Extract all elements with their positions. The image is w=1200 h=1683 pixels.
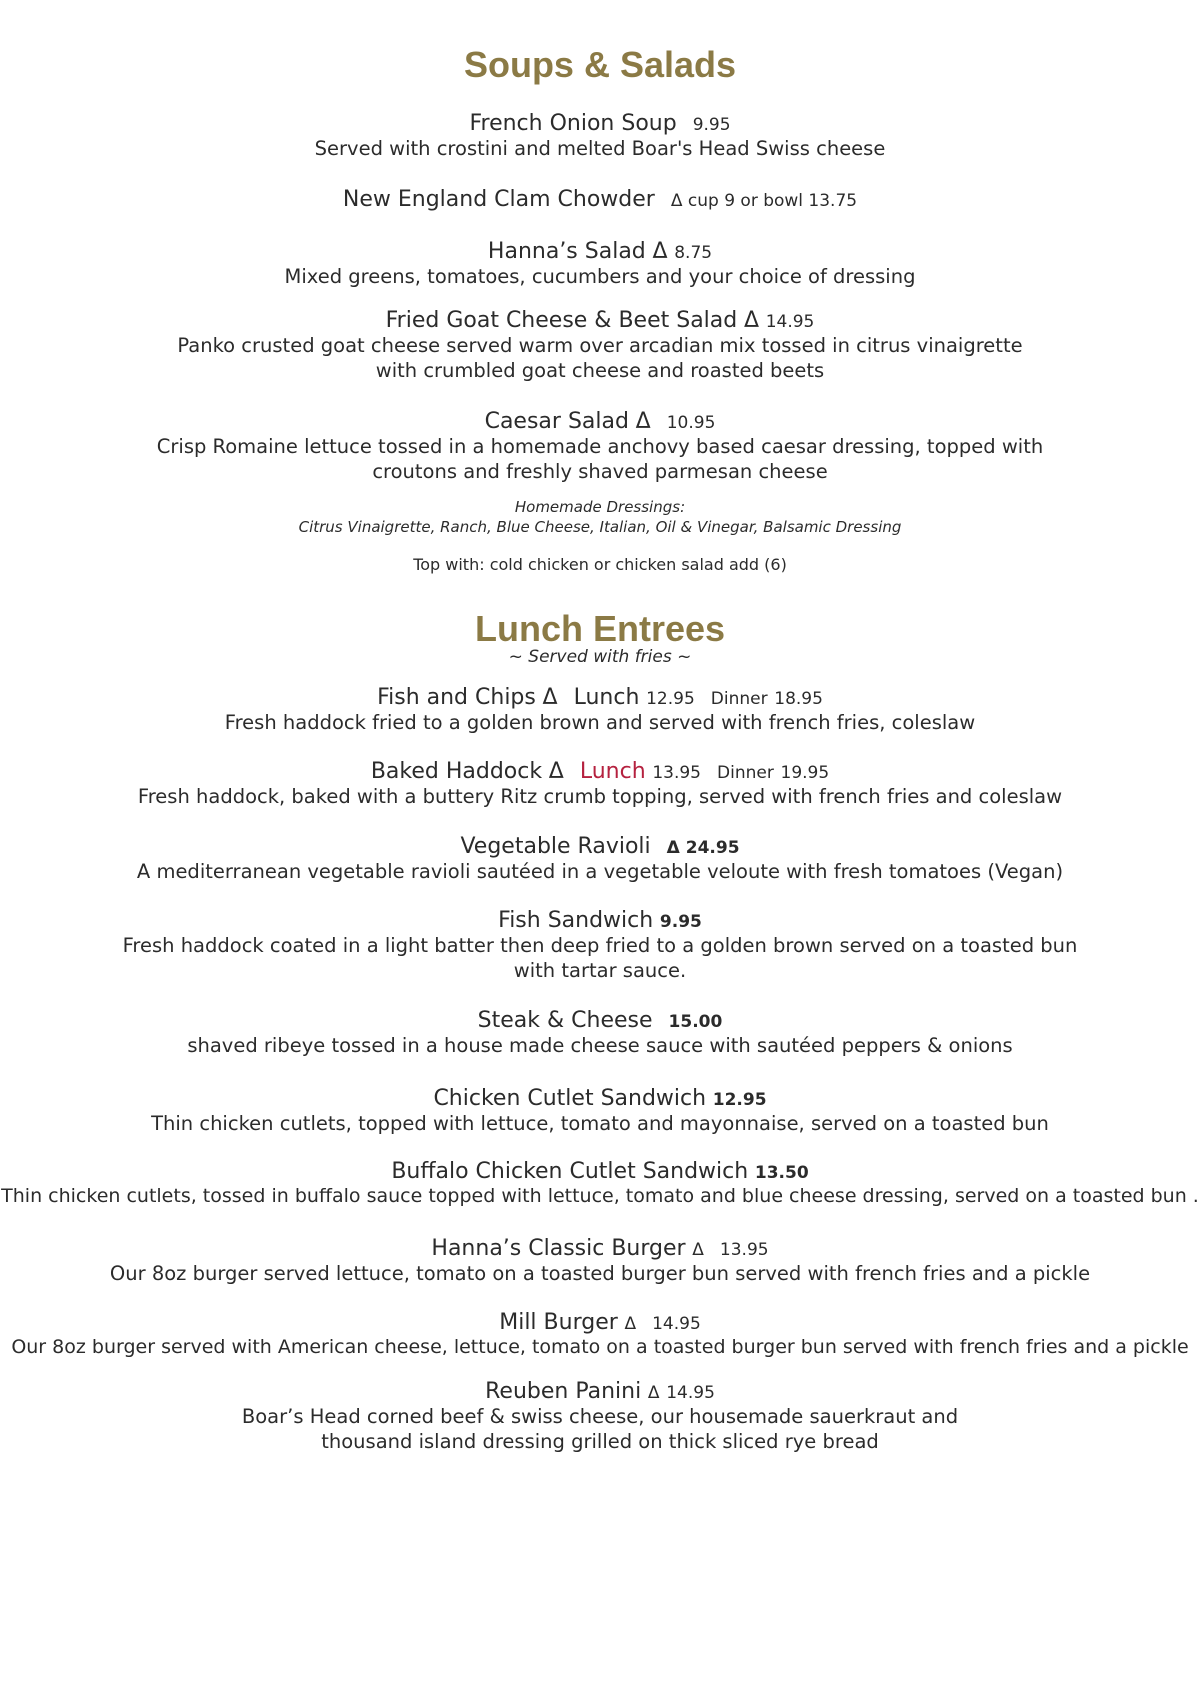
item-name: Hanna’s Salad (487, 239, 646, 264)
item-description: Mixed greens, tomatoes, cucumbers and your choice of dressing (284, 265, 916, 288)
item-name: Buffalo Chicken Cutlet Sandwich (391, 1159, 749, 1184)
delta-marker: Δ (635, 409, 651, 434)
item-description: Panko crusted goat cheese served warm over arcadian mix tossed in citrus vinaigrette (177, 334, 1023, 357)
item-price: 14.95 (765, 312, 815, 332)
item-price: 10.95 (666, 413, 716, 433)
delta-marker: Δ (692, 1240, 704, 1260)
section-heading-soups-salads: Soups & Salads (463, 44, 737, 85)
lunch-label: Lunch (573, 685, 640, 710)
item-description: with tartar sauce. (513, 959, 687, 982)
delta-marker: Δ (542, 685, 558, 710)
item-name: Caesar Salad (484, 409, 629, 434)
item-description: Thin chicken cutlets, tossed in buffalo sauce topped with lettuce, tomato and blue cheese dressing, served on a toasted bun . (1, 1185, 1199, 1207)
item-name: Vegetable Ravioli (460, 834, 651, 859)
item-price: 13.95 (719, 1240, 769, 1260)
menu-item-clam-chowder (0, 186, 1200, 215)
item-description: Served with crostini and melted Boar's Head Swiss cheese (314, 137, 886, 160)
item-price: 12.95 (712, 1090, 767, 1110)
item-price: 14.95 (666, 1383, 715, 1403)
dinner-label: Dinner (717, 763, 774, 783)
delta-marker: Δ (652, 239, 668, 264)
item-price: Δ 24.95 (666, 838, 740, 858)
item-description: A mediterranean vegetable ravioli sautéed in a vegetable veloute with fresh tomatoes (Vegan) (136, 860, 1064, 883)
item-name: Fish Sandwich (498, 908, 654, 933)
item-name: French Onion Soup (469, 111, 677, 136)
lunch-price: 13.95 (652, 763, 701, 783)
item-description: thousand island dressing grilled on thick sliced rye bread (321, 1430, 879, 1453)
topping-note: Top with: cold chicken or chicken salad add (6) (413, 555, 787, 574)
delta-marker: Δ (743, 308, 759, 333)
item-description: Our 8oz burger served with American cheese, lettuce, tomato on a toasted burger bun served with french fries and a pickle (11, 1336, 1189, 1358)
item-name: Steak & Cheese (477, 1008, 653, 1033)
item-description: Boar’s Head corned beef & swiss cheese, our housemade sauerkraut and (241, 1405, 959, 1428)
item-price: 8.75 (674, 243, 713, 263)
item-name: Fish and Chips (377, 685, 536, 710)
dinner-price: 19.95 (780, 763, 830, 783)
item-name: New England Clam Chowder (342, 187, 655, 212)
item-price: 9.95 (692, 115, 731, 135)
item-description: with crumbled goat cheese and roasted beets (375, 359, 825, 382)
item-description: Fresh haddock coated in a light batter then deep fried to a golden brown served on a toasted bun (122, 934, 1078, 957)
dressings-title: Homemade Dressings: (514, 498, 686, 516)
item-description: croutons and freshly shaved parmesan cheese (372, 460, 828, 483)
item-description: Fresh haddock fried to a golden brown and served with french fries, coleslaw (224, 711, 976, 734)
item-description: shaved ribeye tossed in a house made cheese sauce with sautéed peppers & onions (187, 1034, 1013, 1057)
dressings-list: Citrus Vinaigrette, Ranch, Blue Cheese, Italian, Oil & Vinegar, Balsamic Dressing (298, 518, 902, 536)
item-description: Crisp Romaine lettuce tossed in a homemade anchovy based caesar dressing, topped with (156, 435, 1044, 458)
item-name: Fried Goat Cheese & Beet Salad (385, 308, 738, 333)
section-heading-lunch-entrees: Lunch Entrees (474, 608, 726, 649)
item-price: 15.00 (668, 1012, 723, 1032)
item-name: Mill Burger (499, 1310, 618, 1335)
item-name: Hanna’s Classic Burger (431, 1236, 686, 1261)
lunch-price: 12.95 (646, 689, 695, 709)
delta-marker: Δ (647, 1383, 660, 1403)
item-price: 14.95 (652, 1314, 701, 1334)
item-price: Δ cup 9 or bowl 13.75 (670, 191, 858, 211)
dinner-label: Dinner (710, 689, 768, 709)
delta-marker: Δ (624, 1314, 637, 1334)
section-subtitle: ~ Served with fries ~ (508, 647, 692, 667)
item-description: Thin chicken cutlets, topped with lettuce, tomato and mayonnaise, served on a toasted bun (151, 1112, 1049, 1135)
delta-marker: Δ (548, 759, 564, 784)
item-name: Reuben Panini (485, 1379, 642, 1404)
item-description: Fresh haddock, baked with a buttery Ritz crumb topping, served with french fries and coleslaw (137, 785, 1063, 808)
lunch-label: Lunch (579, 759, 646, 784)
item-price: 13.50 (754, 1163, 809, 1183)
item-name: Baked Haddock (370, 759, 543, 784)
dinner-price: 18.95 (774, 689, 823, 709)
item-price: 9.95 (659, 912, 702, 932)
item-name: Chicken Cutlet Sandwich (433, 1086, 707, 1111)
item-description: Our 8oz burger served lettuce, tomato on a toasted burger bun served with french fries and a pickle (109, 1262, 1091, 1285)
